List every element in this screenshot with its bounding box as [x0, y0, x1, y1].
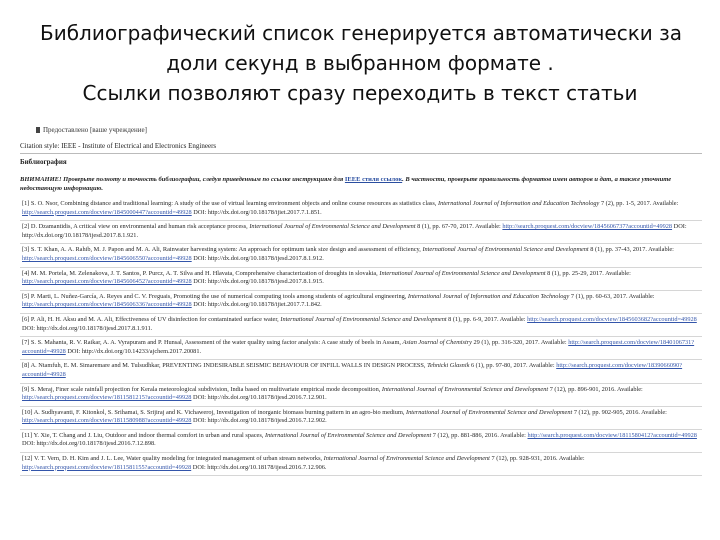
reference-authors: [10] A. Sudhyavanti, F. Kitonkol, S. Srihamai, S. Srijiraj and K. Vichaweroj, Investigation of inorganic biomass burning pattern in an agro-bio medium, — [22, 408, 405, 416]
reference-doi: DOI: http://dx.doi.org/10.18178/ijesd.2017.8.1.921. — [22, 223, 687, 239]
reference-journal: International Journal of Environmental Science and Development — [249, 223, 416, 231]
reference-doi: DOI: http://dx.doi.org/10.18178/ijesd.2016.7.12.902. — [193, 417, 327, 425]
reference-authors: [8] A. Ntamfuh, E. M. Simaremare and M. Tulsudhkar, PREVENTING INDESIRABLE SEISMIC BEHAVIOUR OF INFILL WALLS IN DESIGN PROCESS, — [22, 362, 426, 370]
reference-link[interactable]: http://search.proquest.com/docview/1845603682?accountid=49928 — [527, 315, 697, 323]
reference-doi: DOI: http://dx.doi.org/10.18178/ijesd.2017.8.1.912. — [193, 254, 324, 262]
reference-journal: International Journal of Environmental Science and Development — [264, 431, 432, 439]
style-guide-link[interactable]: IEEE стиля ссылок — [344, 176, 403, 183]
bibliography-screenshot — [20, 126, 702, 522]
reference-authors: [7] S. S. Mahanta, R. V. Raikar, A. A. Vyrapuram and P. Hunsal, Assessment of the water quality using factor analysis: A case study of beels in Assam, — [22, 339, 401, 347]
reference-entry — [20, 384, 702, 407]
reference-journal: Asian Journal of Chemistry — [402, 339, 472, 347]
warning-note — [20, 175, 702, 193]
reference-details: 7 (12), pp. 928-931, 2016. Available: — [491, 455, 585, 463]
reference-journal: International Journal of Environmental Science and Development — [381, 385, 549, 393]
reference-entry — [20, 453, 702, 476]
reference-link[interactable]: http://search.proquest.com/docview/1845606336?accountid=49928 — [22, 301, 192, 309]
title-line-3: Ссылки позволяют сразу переходить в текст статьи — [82, 81, 638, 105]
reference-authors: [6] P. Ali, H. H. Aksu and M. A. Ali, Effectiveness of UV disinfection for contaminated surface water, — [22, 315, 279, 323]
reference-link[interactable]: http://search.proquest.com/docview/1811581215?accountid=49928 — [22, 394, 192, 402]
reference-doi: DOI: http://dx.doi.org/10.18178/ijesd.2016.7.12.906. — [192, 463, 327, 471]
institution-logo-icon — [36, 127, 40, 133]
reference-link[interactable]: http://search.proquest.com/docview/1845606452?accountid=49928 — [22, 278, 192, 286]
reference-authors: [5] P. Marti, L. Nuñez-García, A. Reyes and C. V. Freguais, Promoting the use of numerical computing tools among students of agricultural engineering, — [22, 292, 407, 300]
reference-list — [20, 198, 702, 476]
reference-link[interactable]: http://search.proquest.com/docview/1845606550?accountid=49928 — [22, 254, 192, 262]
reference-authors: [9] S. Meraj, Finer scale rainfall projection for Kerala meteorological subdivision, India based on multivariate empirical mode decomposition, — [22, 385, 381, 393]
reference-details: 7 (12), pp. 896-901, 2016. Available: — [549, 385, 643, 393]
reference-doi: DOI: http://dx.doi.org/10.18178/ijesd.2016.7.12.898. — [22, 440, 156, 448]
reference-authors: [4] M. M. Portela, M. Zelenakova, J. T. Santos, P. Purcz, A. T. Silva and H. Hlavata, Comprehensive characterization of droughts in slovakia, — [22, 269, 378, 277]
reference-authors: [11] Y. Xie, T. Chang and J. Liu, Outdoor and indoor thermal comfort in urban and rural spaces, — [22, 431, 264, 439]
divider — [20, 153, 702, 154]
provided-by-text: Предоставлено [ваше учреждение] — [43, 126, 147, 134]
reference-link[interactable]: http://search.proquest.com/docview/1811580412?accountid=49928 — [527, 431, 697, 439]
reference-entry — [20, 430, 702, 453]
reference-journal: International Journal of Environmental Science and Development — [406, 408, 573, 416]
reference-link[interactable]: http://search.proquest.com/docview/1811580988?accountid=49928 — [22, 417, 192, 425]
warning-text: ВНИМАНИЕ! Проверьте полноту и точность библиографии, следуя приведенным по ссылке инструкциям для — [20, 176, 344, 183]
reference-details: 7 (1), pp. 60-63, 2017. Available: — [570, 292, 655, 300]
reference-link[interactable]: http://search.proquest.com/docview/1839066090?accountid=49928 — [22, 362, 683, 378]
slide-title — [40, 18, 683, 108]
reference-link[interactable]: http://search.proquest.com/docview/1845606737?accountid=49928 — [502, 223, 673, 231]
reference-doi: DOI: http://dx.doi.org/10.18178/ijesd.2016.7.12.901. — [193, 394, 327, 402]
reference-entry — [20, 337, 702, 360]
reference-doi: DOI: http://dx.doi.org/10.18178/ijiet.2017.7.1.851. — [193, 208, 322, 216]
reference-journal: International Journal of Information and Education Technology — [437, 200, 600, 207]
reference-journal: International Journal of Information and Education Technology — [407, 292, 570, 300]
reference-link[interactable]: http://search.proquest.com/docview/1845000447?accountid=49928 — [22, 208, 192, 216]
reference-link[interactable]: http://search.proquest.com/docview/1840106731?accountid=49928 — [22, 339, 695, 355]
reference-authors: [3] S. T. Khan, A. A. Rahib, M. J. Papon and M. A. Ali, Rainwater harvesting system: An approach for optimum tank size design and assessment of efficiency, — [22, 246, 421, 254]
reference-journal: International Journal of Environmental Science and Development — [379, 269, 546, 277]
reference-entry — [20, 268, 702, 291]
reference-authors: [2] D. Dzamantidis, A critical view on environmental and human risk acceptance process, — [22, 223, 248, 231]
reference-details: 8 (1), pp. 6-9, 2017. Available: — [448, 315, 526, 323]
reference-entry — [20, 244, 702, 267]
warning-rest: . В частности, проверьте правильность форматов имен авторов и дат, а также уточните недостающую информацию. — [20, 176, 672, 192]
reference-doi: DOI: http://dx.doi.org/10.18178/ijesd.2017.8.1.915. — [193, 278, 324, 286]
reference-details: 8 (1), pp. 67-70, 2017. Available: — [417, 223, 501, 231]
reference-entry — [20, 360, 702, 383]
reference-entry — [20, 407, 702, 430]
reference-details: 7 (12), pp. 881-886, 2016. Available: — [432, 431, 526, 439]
provided-by — [20, 126, 702, 135]
reference-entry — [20, 314, 702, 337]
reference-journal: International Journal of Environmental Science and Development — [422, 246, 589, 254]
reference-link[interactable]: http://search.proquest.com/docview/1811581155?accountid=49928 — [22, 463, 192, 471]
reference-details: 8 (1), pp. 37-43, 2017. Available: — [590, 246, 674, 254]
reference-journal: International Journal of Environmental Science and Development — [280, 315, 447, 323]
reference-journal: Tehnicki Glasnik — [427, 362, 470, 370]
reference-details: 6 (1), pp. 97-80, 2017. Available: — [470, 362, 555, 370]
reference-details: 29 (1), pp. 316-320, 2017. Available: — [473, 339, 567, 347]
reference-entry — [20, 198, 702, 221]
reference-journal: International Journal of Environmental Science and Development — [323, 455, 490, 463]
reference-doi: DOI: http://dx.doi.org/10.18178/ijesd.2017.8.1.911. — [22, 324, 153, 332]
reference-details: 7 (2), pp. 1-5, 2017. Available: — [600, 200, 679, 207]
reference-doi: DOI: http://dx.doi.org/10.18178/ijiet.2017.7.1.842. — [193, 301, 322, 309]
title-line-2: доли секунд в выбранном формате . — [166, 51, 554, 75]
reference-details: 8 (1), pp. 25-29, 2017. Available: — [547, 269, 631, 277]
citation-style-text: Citation style: IEEE - Institute of Electrical and Electronics Engineers — [20, 142, 217, 150]
reference-details: 7 (12), pp. 902-905, 2016. Available: — [573, 408, 667, 416]
bibliography-heading: Библиография — [20, 158, 67, 166]
citation-style — [20, 141, 702, 154]
reference-authors: [12] V. T. Vern, D. H. Kim and J. L. Lee, Water quality modeling for integrated management of urban stream networks, — [22, 455, 323, 463]
reference-entry — [20, 221, 702, 244]
title-line-1: Библиографический список генерируется автоматически за — [40, 21, 683, 45]
reference-authors: [1] S. O. Nsor, Combining distance and traditional learning: A study of the use of virtual learning environment objects and online course resources as statistics class, — [22, 200, 437, 207]
reference-doi: DOI: http://dx.doi.org/10.14233/ajchem.2017.20081. — [67, 347, 202, 355]
reference-entry — [20, 291, 702, 314]
